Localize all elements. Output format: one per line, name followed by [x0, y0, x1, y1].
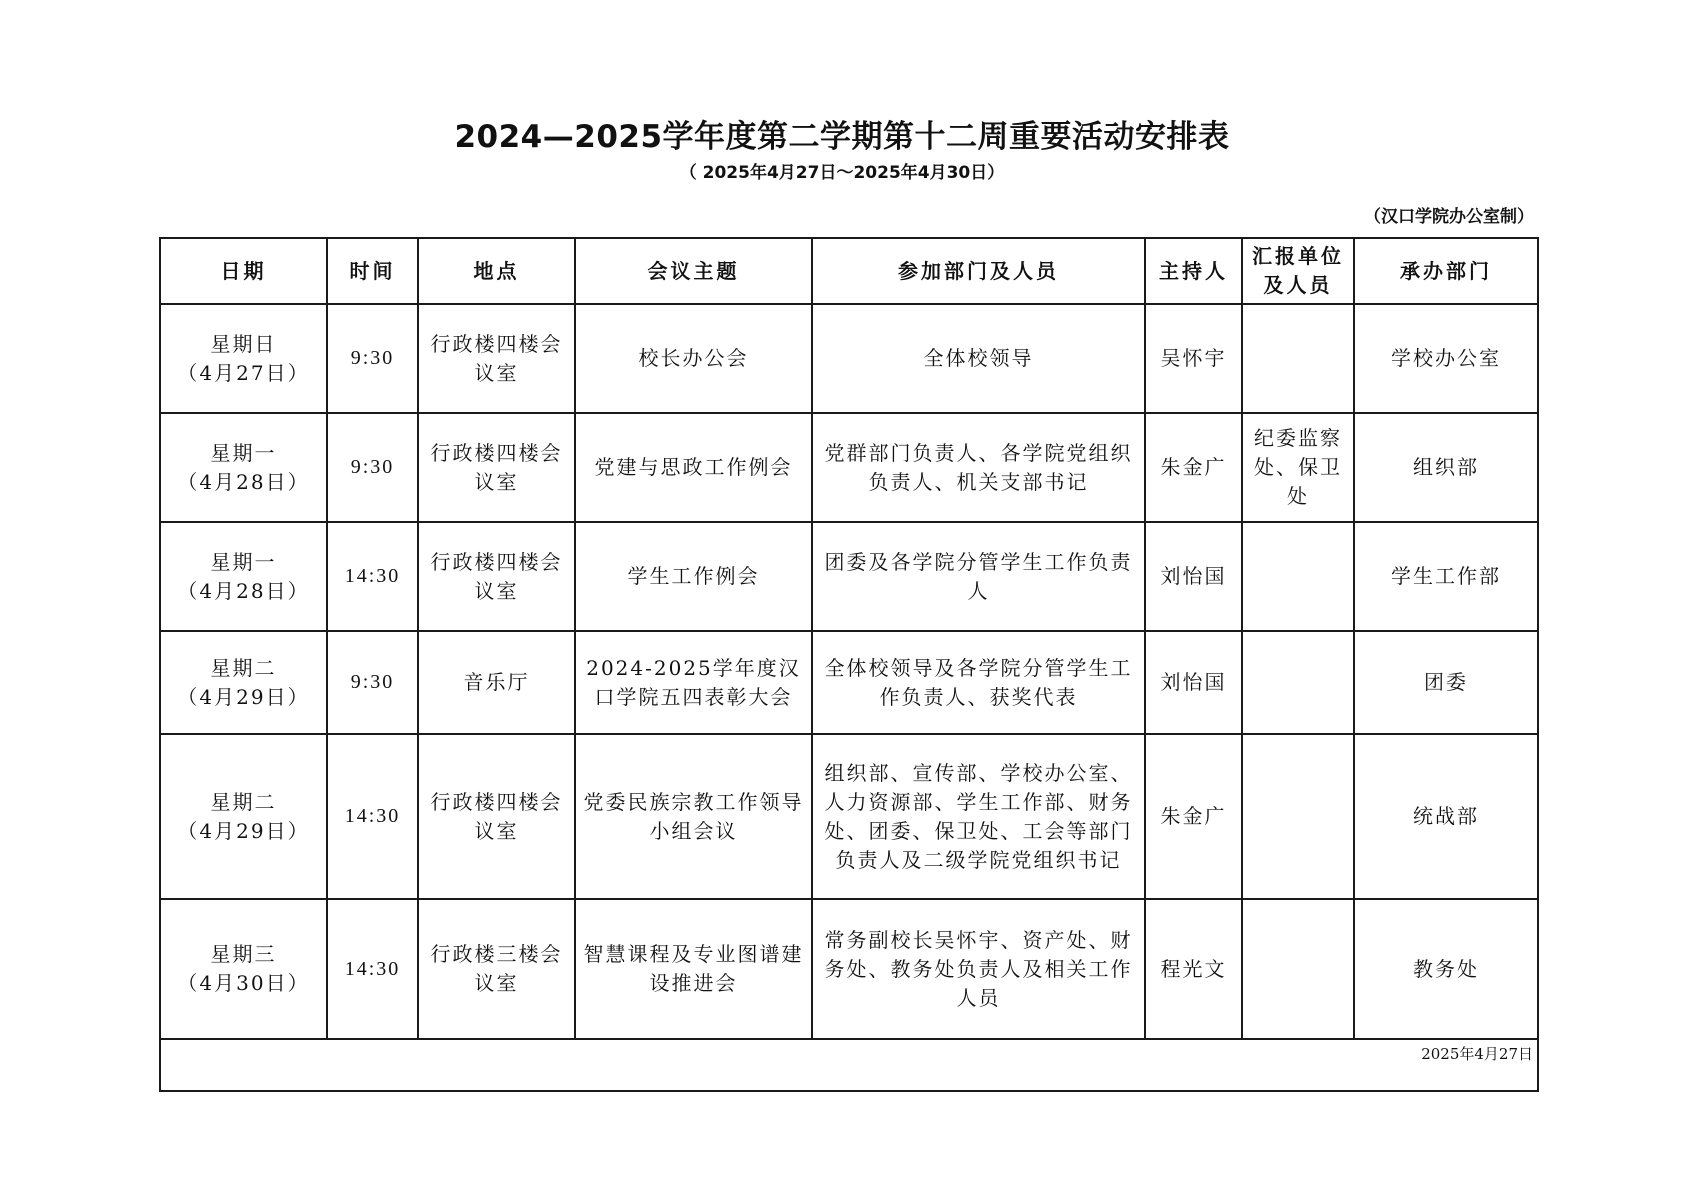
cell-host: 朱金广: [1145, 413, 1242, 522]
header-organizer: 承办部门: [1354, 238, 1538, 304]
cell-weekday: 星期日: [210, 331, 277, 356]
cell-topic: 智慧课程及专业图谱建设推进会: [575, 899, 812, 1039]
cell-host: 吴怀宇: [1145, 304, 1242, 413]
cell-host: 朱金广: [1145, 734, 1242, 899]
cell-time: 14:30: [327, 522, 418, 631]
cell-date: [160, 899, 327, 1039]
cell-date: [160, 734, 327, 899]
issuer-note: （汉口学院办公室制）: [1364, 207, 1534, 227]
cell-topic: 党建与思政工作例会: [575, 413, 812, 522]
cell-host: 程光文: [1145, 899, 1242, 1039]
cell-day: （4月28日）: [177, 578, 310, 603]
header-reporter-line2: 及人员: [1263, 273, 1333, 297]
cell-weekday: 星期二: [210, 655, 277, 680]
cell-location: 行政楼三楼会议室: [418, 899, 575, 1039]
cell-reporter: [1242, 899, 1354, 1039]
table-row: [160, 304, 1538, 413]
cell-reporter: [1242, 734, 1354, 899]
table-row: [160, 522, 1538, 631]
cell-time: 14:30: [327, 734, 418, 899]
table-footer-row: [160, 1039, 1538, 1091]
cell-topic: 校长办公会: [575, 304, 812, 413]
cell-organizer: 组织部: [1354, 413, 1538, 522]
cell-organizer: 学生工作部: [1354, 522, 1538, 631]
cell-location: 行政楼四楼会议室: [418, 522, 575, 631]
cell-organizer: 统战部: [1354, 734, 1538, 899]
cell-organizer: 学校办公室: [1354, 304, 1538, 413]
table-row: [160, 631, 1538, 734]
cell-day: （4月29日）: [177, 684, 310, 709]
cell-participants: 全体校领导: [812, 304, 1145, 413]
cell-participants: 全体校领导及各学院分管学生工作负责人、获奖代表: [812, 631, 1145, 734]
cell-day: （4月29日）: [177, 818, 310, 843]
cell-organizer: 团委: [1354, 631, 1538, 734]
cell-reporter: 纪委监察处、保卫处: [1242, 413, 1354, 522]
cell-reporter: [1242, 522, 1354, 631]
cell-time: 14:30: [327, 899, 418, 1039]
cell-reporter: [1242, 304, 1354, 413]
cell-time: 9:30: [327, 631, 418, 734]
cell-participants: 团委及各学院分管学生工作负责人: [812, 522, 1145, 631]
header-participants: 参加部门及人员: [812, 238, 1145, 304]
header-host: 主持人: [1145, 238, 1242, 304]
cell-date: [160, 631, 327, 734]
cell-location: 音乐厅: [418, 631, 575, 734]
table-row: [160, 734, 1538, 899]
header-row: [160, 238, 1538, 304]
cell-topic: 2024-2025学年度汉口学院五四表彰大会: [575, 631, 812, 734]
header-location: 地点: [418, 238, 575, 304]
cell-day: （4月28日）: [177, 469, 310, 494]
cell-weekday: 星期一: [210, 549, 277, 574]
cell-reporter: [1242, 631, 1354, 734]
cell-host: 刘怡国: [1145, 631, 1242, 734]
header-reporter-line1: 汇报单位: [1252, 244, 1344, 268]
cell-weekday: 星期三: [210, 942, 277, 966]
schedule-table: [159, 237, 1539, 1092]
cell-host: 刘怡国: [1145, 522, 1242, 631]
cell-date: [160, 522, 327, 631]
cell-weekday: 星期一: [210, 440, 277, 465]
cell-date: [160, 304, 327, 413]
cell-time: 9:30: [327, 304, 418, 413]
cell-topic: 学生工作例会: [575, 522, 812, 631]
header-reporter: [1242, 238, 1354, 304]
cell-topic: 党委民族宗教工作领导小组会议: [575, 734, 812, 899]
document-title: 2024—2025学年度第二学期第十二周重要活动安排表: [454, 119, 1230, 155]
date-range-subtitle: （ 2025年4月27日～2025年4月30日）: [679, 163, 1005, 183]
footer-date: 2025年4月27日: [160, 1039, 1538, 1091]
cell-location: 行政楼四楼会议室: [418, 413, 575, 522]
cell-day: （4月30日）: [177, 971, 310, 995]
cell-participants: 组织部、宣传部、学校办公室、人力资源部、学生工作部、财务处、团委、保卫处、工会等部门负责人及二级学院党组织书记: [812, 734, 1145, 899]
header-time: 时间: [327, 238, 418, 304]
cell-location: 行政楼四楼会议室: [418, 734, 575, 899]
cell-organizer: 教务处: [1354, 899, 1538, 1039]
table-row: [160, 413, 1538, 522]
header-topic: 会议主题: [575, 238, 812, 304]
header-date: 日期: [160, 238, 327, 304]
cell-participants: 常务副校长吴怀宇、资产处、财务处、教务处负责人及相关工作人员: [812, 899, 1145, 1039]
cell-day: （4月27日）: [177, 360, 310, 385]
table-row: [160, 899, 1538, 1039]
cell-participants: 党群部门负责人、各学院党组织负责人、机关支部书记: [812, 413, 1145, 522]
cell-date: [160, 413, 327, 522]
cell-location: 行政楼四楼会议室: [418, 304, 575, 413]
cell-time: 9:30: [327, 413, 418, 522]
cell-weekday: 星期二: [210, 789, 277, 814]
